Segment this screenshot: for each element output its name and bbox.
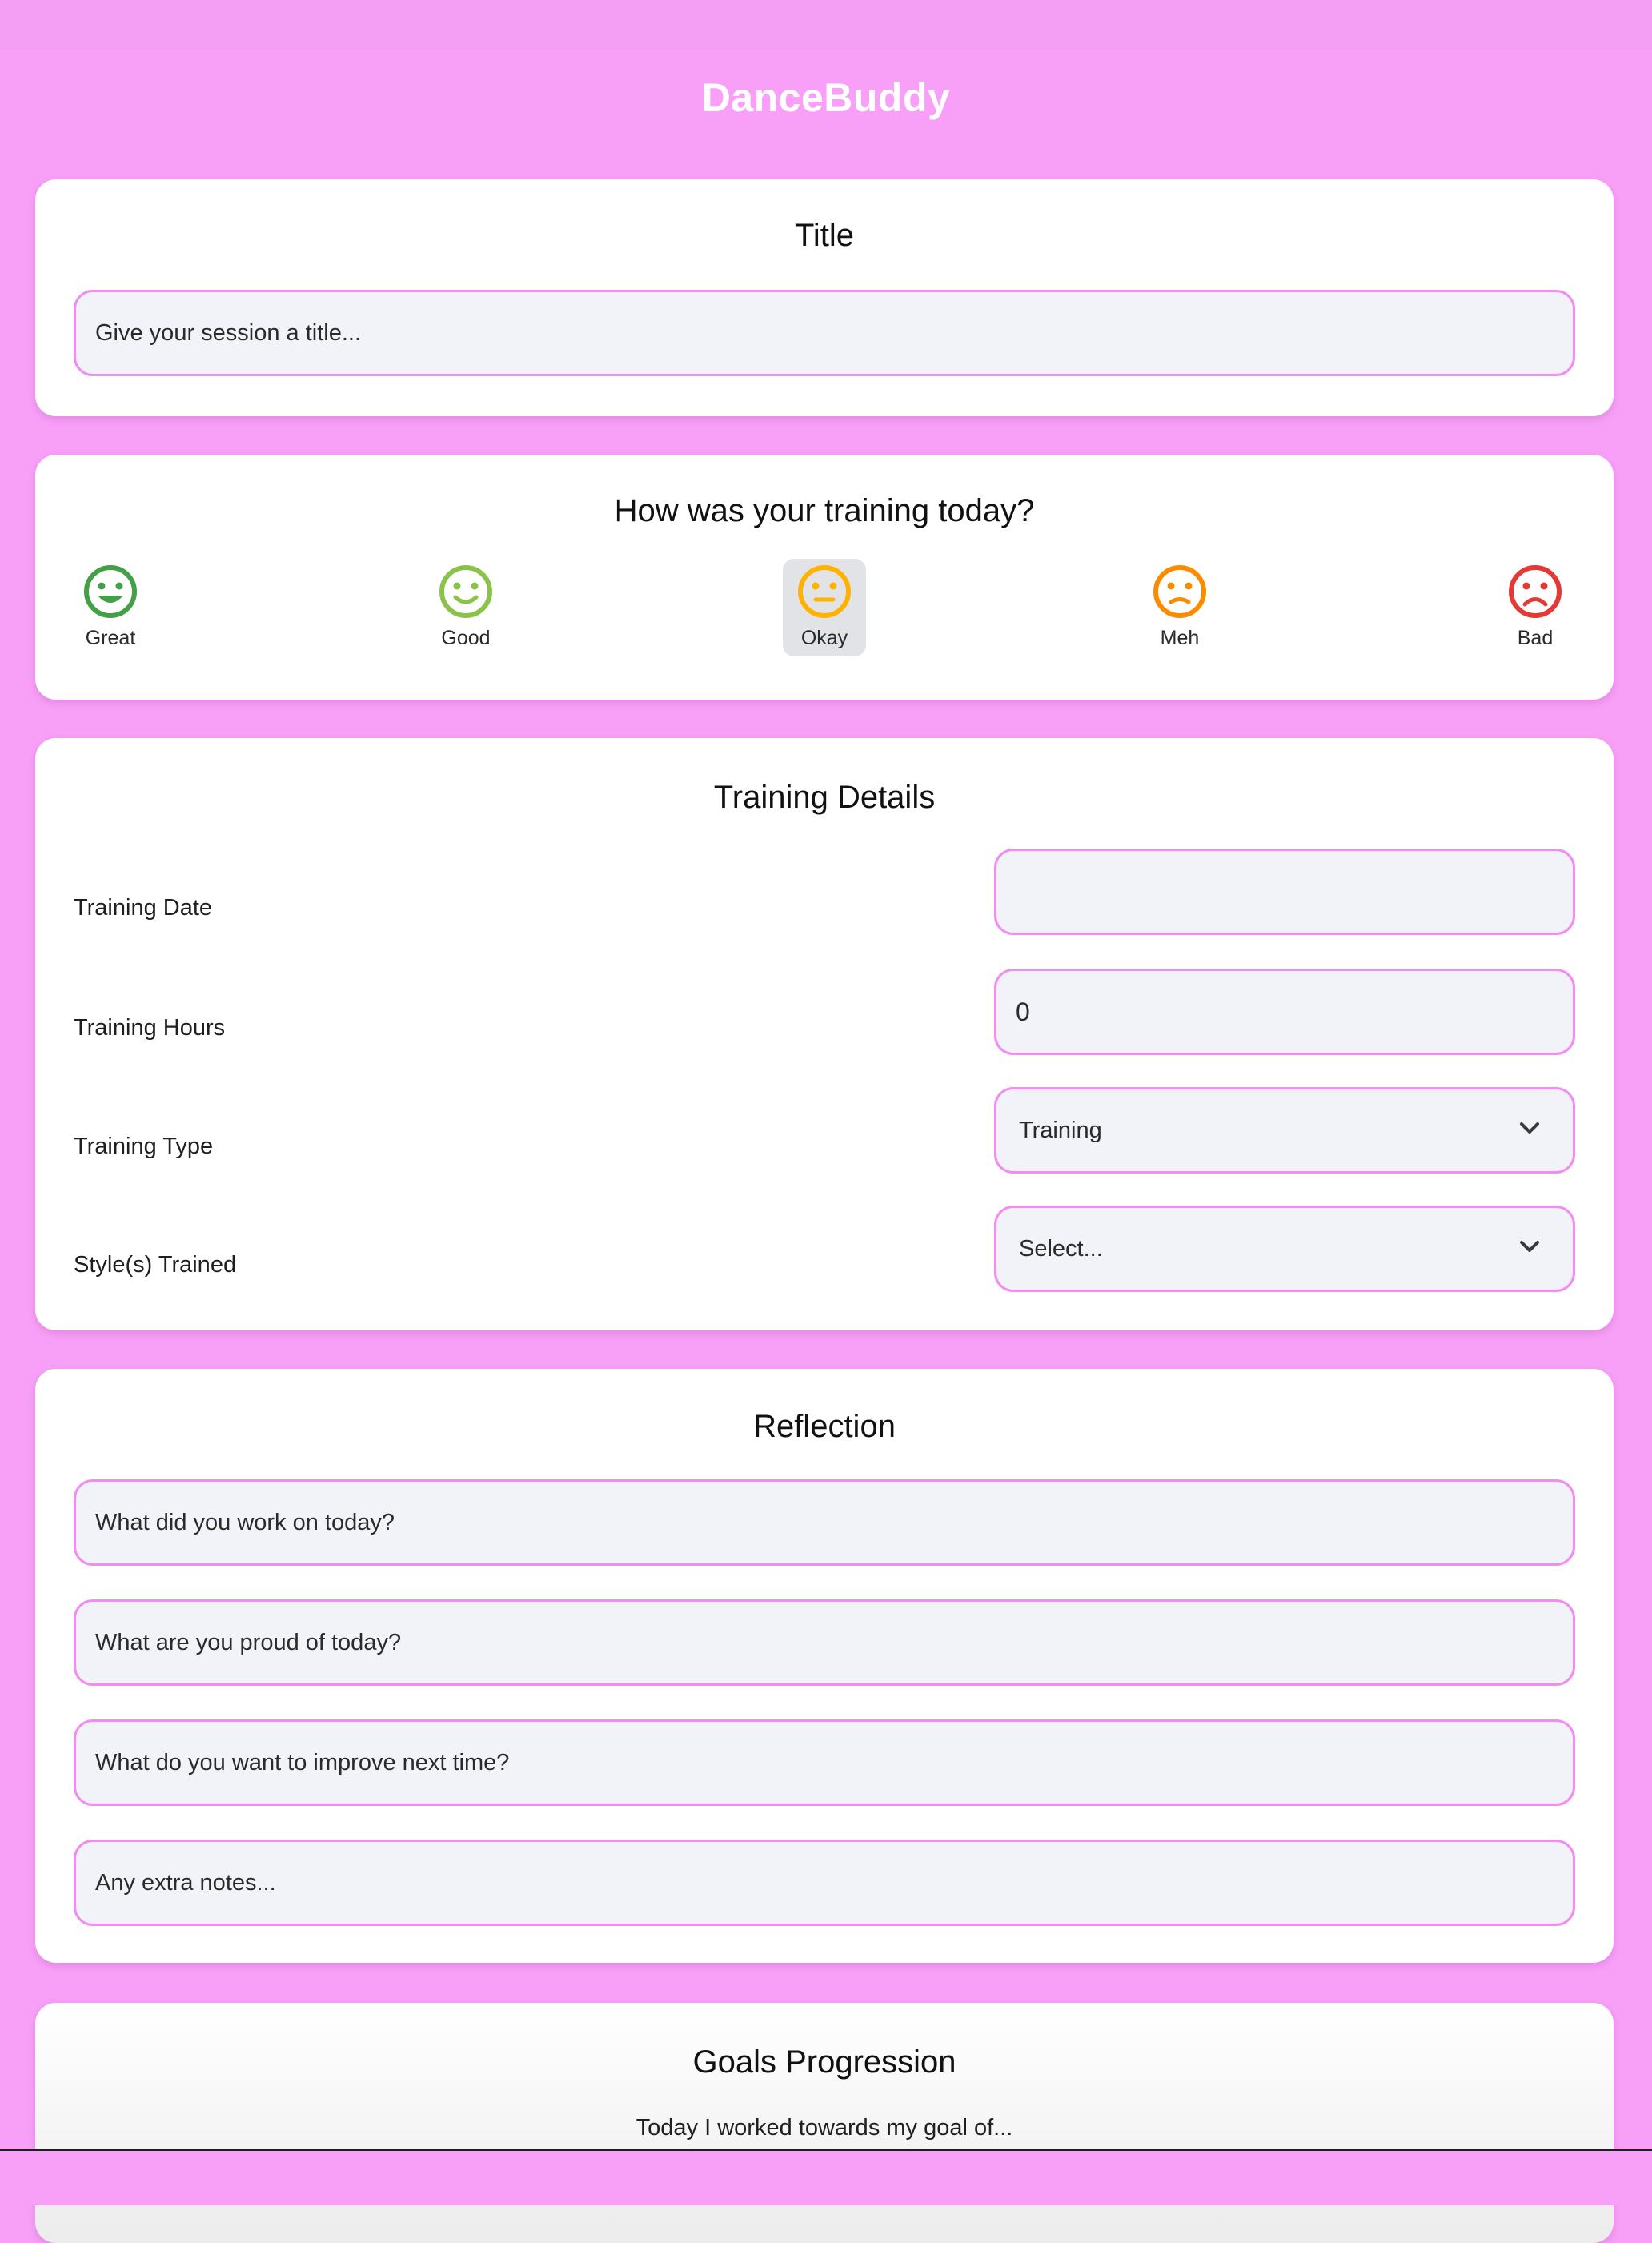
training-details-heading: Training Details <box>713 780 936 815</box>
mood-card <box>35 455 1614 700</box>
worked-on-input[interactable] <box>74 1479 1575 1566</box>
reflection-card <box>35 1369 1614 1963</box>
extra-notes-input[interactable] <box>74 1840 1575 1926</box>
mood-option-okay[interactable] <box>783 559 866 656</box>
training-hours-label: Training Hours <box>74 1015 226 1041</box>
mood-label: Bad <box>1517 627 1554 649</box>
training-type-select[interactable] <box>994 1087 1575 1174</box>
mood-option-great[interactable] <box>69 559 152 656</box>
mood-label: Okay <box>800 627 848 649</box>
mood-option-bad[interactable] <box>1494 559 1577 656</box>
training-type-value: Training <box>1019 1117 1102 1143</box>
title-card-heading: Title <box>794 218 855 253</box>
app-title: DanceBuddy <box>701 75 951 120</box>
styles-trained-label: Style(s) Trained <box>74 1252 237 1278</box>
chevron-down-icon <box>1518 1238 1541 1254</box>
goals-card <box>35 2003 1614 2243</box>
session-title-input[interactable] <box>74 290 1575 376</box>
styles-trained-select[interactable] <box>994 1206 1575 1292</box>
chevron-down-icon <box>1518 1120 1541 1136</box>
goals-subtext: Today I worked towards my goal of... <box>636 2115 1013 2141</box>
meh-face-icon <box>1152 564 1208 620</box>
title-card <box>35 179 1614 416</box>
training-details-card <box>35 738 1614 1330</box>
bottom-bar <box>0 2149 1652 2205</box>
goals-heading: Goals Progression <box>692 2044 956 2080</box>
training-type-label: Training Type <box>74 1134 214 1159</box>
styles-trained-value: Select... <box>1019 1236 1103 1262</box>
mood-card-heading: How was your training today? <box>614 493 1035 528</box>
frown-face-icon <box>1507 564 1563 620</box>
grin-face-icon <box>82 564 138 620</box>
mood-option-good[interactable] <box>424 559 507 656</box>
smile-face-icon <box>438 564 494 620</box>
mood-label: Great <box>85 627 136 649</box>
neutral-face-icon <box>796 564 852 620</box>
mood-label: Good <box>441 627 491 649</box>
mood-label: Meh <box>1160 627 1200 649</box>
reflection-heading: Reflection <box>753 1409 896 1444</box>
improve-next-input[interactable] <box>74 1719 1575 1806</box>
proud-of-input[interactable] <box>74 1599 1575 1686</box>
training-date-input[interactable] <box>994 849 1575 935</box>
mood-option-meh[interactable] <box>1138 559 1221 656</box>
status-bar <box>0 0 1652 50</box>
training-date-label: Training Date <box>74 895 213 921</box>
training-hours-input[interactable] <box>994 969 1575 1055</box>
